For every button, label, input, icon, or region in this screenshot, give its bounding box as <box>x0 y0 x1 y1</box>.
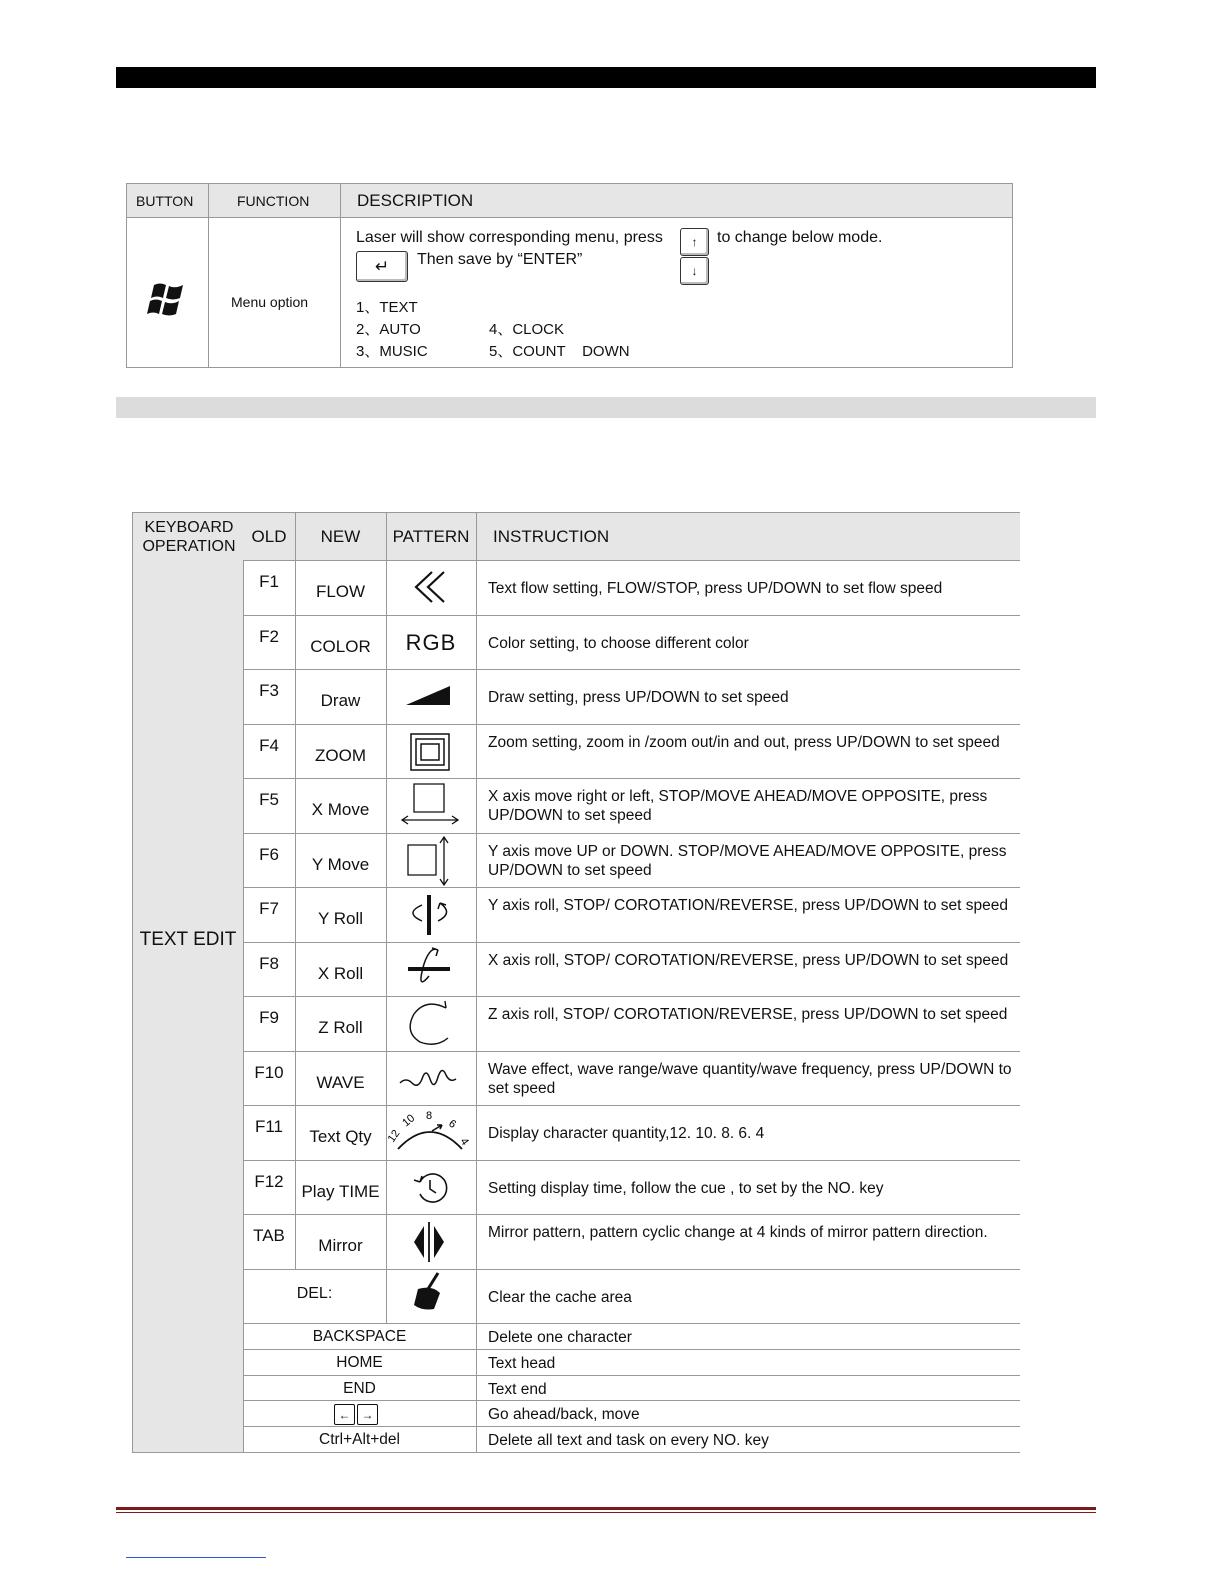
old-key: F1 <box>259 572 279 591</box>
new-key: Play TIME <box>301 1181 380 1201</box>
x-roll-icon <box>386 942 476 996</box>
section-divider-bar <box>116 397 1096 418</box>
del-key: DEL: <box>296 1284 333 1302</box>
footer-line <box>116 1507 1096 1510</box>
instruction-text: Z axis roll, STOP/ COROTATION/REVERSE, press UP/DOWN to set speed <box>488 1006 1008 1023</box>
instruction-text: Text head <box>488 1354 556 1372</box>
instruction-text: Y axis roll, STOP/ COROTATION/REVERSE, press UP/DOWN to set speed <box>488 897 1008 914</box>
mode-2: 2、AUTO <box>356 321 421 338</box>
rgb-pattern-text: RGB <box>405 629 457 655</box>
key-name: BACKSPACE <box>312 1328 407 1345</box>
dial-label: 10 <box>400 1112 418 1130</box>
dial-label: 6 <box>446 1117 459 1131</box>
double-chevron-left-icon <box>386 560 476 614</box>
instruction-text: Text end <box>488 1380 547 1398</box>
new-key: X Move <box>311 800 370 819</box>
new-key: X Roll <box>317 963 364 983</box>
key-name: HOME <box>336 1353 383 1371</box>
instruction-text: Go ahead/back, move <box>488 1406 640 1424</box>
instruction-text: Clear the cache area <box>488 1288 632 1306</box>
old-key: F4 <box>259 735 279 755</box>
old-key: F5 <box>259 790 279 809</box>
desc-line1: Laser will show corresponding menu, press <box>356 229 663 246</box>
old-key: F10 <box>254 1062 284 1082</box>
header-new: NEW <box>320 527 361 546</box>
y-move-icon <box>386 833 476 887</box>
old-key: F3 <box>259 681 279 700</box>
ramp-triangle-icon <box>386 669 476 723</box>
key-name: END <box>343 1379 376 1397</box>
new-key: FLOW <box>315 582 366 601</box>
text-edit-label: TEXT EDIT <box>139 929 237 950</box>
nested-squares-icon <box>386 724 476 778</box>
up-key-icon: ↑ <box>680 228 709 256</box>
header-instruction: INSTRUCTION <box>493 527 610 546</box>
old-key: F2 <box>259 626 279 646</box>
new-key: Z Roll <box>318 1018 363 1037</box>
desc-line2: Then save by “ENTER” <box>417 251 583 268</box>
instruction-text: X axis roll, STOP/ COROTATION/REVERSE, press UP/DOWN to set speed <box>488 951 1009 969</box>
mirror-icon <box>386 1214 476 1268</box>
mode-4: 4、CLOCK <box>489 321 565 338</box>
new-key: Y Move <box>311 854 370 874</box>
new-key: ZOOM <box>315 745 366 765</box>
header-pattern: PATTERN <box>392 527 470 546</box>
old-key: F9 <box>259 1008 279 1027</box>
old-key: TAB <box>253 1226 285 1245</box>
quantity-dial-icon <box>386 1105 476 1159</box>
enter-key-icon: ↵ <box>356 251 408 282</box>
instruction-text: Y axis move UP or DOWN. STOP/MOVE AHEAD/MOVE OPPOSITE, press UP/DOWN to set speed <box>488 842 1007 879</box>
instruction-text: Delete all text and task on every NO. key <box>488 1432 769 1450</box>
dial-label: 12 <box>385 1127 403 1145</box>
history-clock-icon <box>386 1160 476 1214</box>
mode-3: 3、MUSIC <box>356 343 428 360</box>
side-column <box>133 560 244 1452</box>
footer-line-thin <box>116 1512 1096 1513</box>
key-name: Ctrl+Alt+del <box>319 1431 400 1449</box>
left-arrow-key-icon: ← <box>334 1404 355 1425</box>
right-arrow-key-icon: → <box>357 1404 378 1425</box>
instruction-text: Mirror pattern, pattern cyclic change at 4 kinds of mirror pattern direction. <box>488 1224 988 1241</box>
header-old: OLD <box>251 527 287 546</box>
desc-line1-end: to change below mode. <box>717 229 883 246</box>
broom-icon <box>386 1269 476 1323</box>
instruction-text: Wave effect, wave range/wave quantity/wave frequency, press UP/DOWN to set speed <box>488 1060 1012 1097</box>
instruction-text: Delete one character <box>488 1329 632 1346</box>
wave-icon <box>386 1051 476 1105</box>
old-key: F7 <box>259 899 279 918</box>
header-function: FUNCTION <box>237 193 310 209</box>
function-menu-option: Menu option <box>231 294 309 310</box>
footer-link-underline <box>126 1557 266 1558</box>
new-key: Mirror <box>318 1236 363 1255</box>
old-key: F6 <box>259 844 279 864</box>
old-key: F8 <box>259 953 279 973</box>
instruction-text: X axis move right or left, STOP/MOVE AHEAD/MOVE OPPOSITE, press UP/DOWN to set speed <box>488 788 988 824</box>
old-key: F11 <box>254 1117 284 1136</box>
instruction-text: Color setting, to choose different color <box>488 634 749 652</box>
dial-label: 8 <box>426 1110 433 1122</box>
instruction-text: Draw setting, press UP/DOWN to set speed <box>488 689 789 706</box>
menu-button-table <box>126 183 1013 368</box>
dial-label: 4 <box>457 1135 471 1148</box>
instruction-text: Display character quantity,12. 10. 8. 6. 4 <box>488 1125 765 1142</box>
x-move-icon <box>386 778 476 832</box>
new-key: Y Roll <box>317 909 364 928</box>
down-key-icon: ↓ <box>680 257 709 285</box>
z-roll-icon <box>386 996 476 1050</box>
header-description: DESCRIPTION <box>357 191 474 210</box>
header-keyboard-operation: KEYBOARD OPERATION <box>142 519 236 555</box>
header-button: BUTTON <box>136 193 194 209</box>
new-key: Text Qty <box>309 1127 372 1146</box>
mode-5: 5、COUNT DOWN <box>489 343 630 360</box>
windows-logo-icon <box>148 281 188 319</box>
instruction-text: Text flow setting, FLOW/STOP, press UP/DOWN to set flow speed <box>488 580 943 597</box>
new-key: Draw <box>320 691 361 710</box>
instruction-text: Setting display time, follow the cue , to set by the NO. key <box>488 1179 884 1197</box>
header-bar <box>116 67 1096 88</box>
mode-1: 1、TEXT <box>356 299 418 316</box>
keyboard-operation-table <box>132 512 1020 1453</box>
instruction-text: Zoom setting, zoom in /zoom out/in and out, press UP/DOWN to set speed <box>488 733 1000 751</box>
new-key: COLOR <box>310 636 371 656</box>
y-roll-icon <box>386 887 476 941</box>
new-key: WAVE <box>316 1072 365 1092</box>
old-key: F12 <box>254 1171 284 1191</box>
